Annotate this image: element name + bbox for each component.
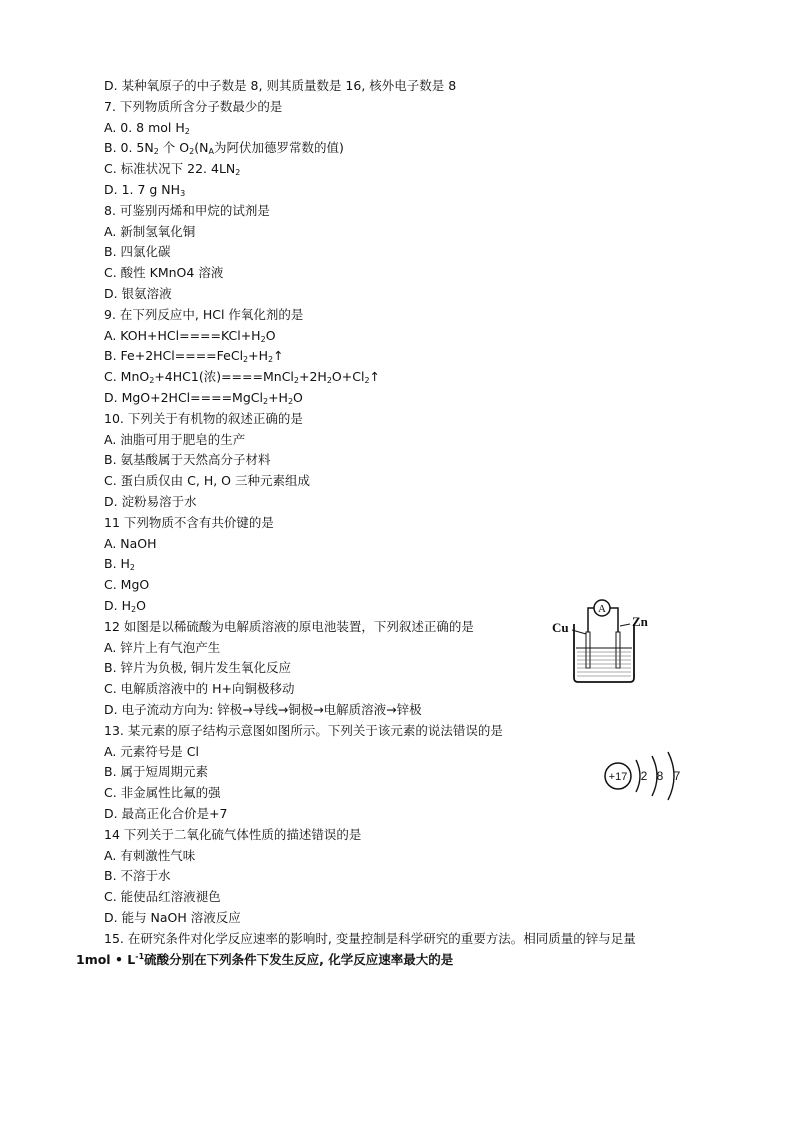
text-line: D. $MgO+2HCl====MgCl_2+H_2O$ (104, 390, 303, 406)
text-line: 7. 下列物质所含分子数最少的是 (104, 98, 283, 114)
text-line: B. 不溶于水 (104, 868, 171, 884)
galvanic-cell-diagram (548, 596, 658, 686)
text-line: B. 属于短周期元素 (104, 764, 209, 780)
text-line: D. $H_2O$ (104, 598, 146, 614)
text-line: 14 下列关于二氧化硫气体性质的描述错误的是 (104, 826, 362, 842)
text-line: C. 电解质溶液中的 H+向铜极移动 (104, 681, 295, 697)
atom-structure-diagram (598, 746, 690, 804)
text-line: C. 标准状况下 22. $4LN_2$ (104, 161, 241, 178)
text-line: B. 锌片为负极, 铜片发生氧化反应 (104, 660, 291, 676)
text-line: 12 如图是以稀硫酸为电解质溶液的原电池装置，下列叙述正确的是 (104, 618, 474, 634)
text-line: A. 元素符号是 Cl (104, 743, 199, 759)
text-line: B. $H_2$ (104, 556, 136, 573)
text-line: B. 氨基酸属于天然高分子材料 (104, 452, 271, 468)
text-line: 15. 在研究条件对化学反应速率的影响时, 变量控制是科学研究的重要方法。相同质量的锌与足量 (104, 930, 636, 946)
text-line: D. 淀粉易溶于水 (104, 494, 197, 509)
text-line: C. MgO (104, 577, 150, 593)
text-line: 1mol • $L^{-1}$硫酸分别在下列条件下发生反应, 化学反应速率最大的是 (76, 951, 454, 967)
text-line: D. 某种氧原子的中子数是 8, 则其质量数是 16, 核外电子数是 8 (104, 78, 457, 93)
text-line: 9. 在下列反应中, HCl 作氧化剂的是 (104, 306, 304, 322)
text-line: 8. 可鉴别丙烯和甲烷的试剂是 (104, 202, 270, 218)
text-line: B. 0. $5N_2$ 个 $O_2(N_A$为阿伏加德罗常数的值) (104, 140, 344, 157)
text-line: D. 最高正化合价是+7 (104, 806, 228, 821)
text-line: C. MnO$_2$+4HC1(浓)$====MnCl_2+2H_2O+Cl_2↑$ (104, 369, 381, 386)
text-line: A. 0. 8 mol $H_2$ (104, 119, 190, 136)
ammeter-label: A (598, 603, 606, 615)
text-line: C. 酸性 KMnO4 溶液 (104, 265, 224, 281)
shell-2-electrons: 8 (656, 769, 664, 783)
text-line: C. 蛋白质仅由 C, H, O 三种元素组成 (104, 473, 310, 489)
nucleus-charge: +17 (608, 771, 628, 783)
text-line: 11 下列物质不含有共价键的是 (104, 514, 274, 530)
text-line: D. 银氨溶液 (104, 286, 172, 301)
text-line: D. 能与 NaOH 溶液反应 (104, 910, 241, 925)
text-line: A. 有刺激性气味 (104, 847, 196, 863)
shell-1-electrons: 2 (640, 769, 648, 783)
copper-electrode-label: Cu (552, 620, 569, 635)
text-line: A. NaOH (104, 535, 157, 551)
text-line: A. $KOH+HCl====KCl+H_2O$ (104, 327, 276, 344)
text-line: 10. 下列关于有机物的叙述正确的是 (104, 410, 303, 426)
shell-3-electrons: 7 (673, 769, 681, 783)
text-line: B. $Fe+2HCl====FeCl_2+H_2↑$ (104, 348, 284, 365)
text-line: C. 能使品红溶液褪色 (104, 889, 221, 905)
text-line: C. 非金属性比氟的强 (104, 785, 221, 801)
text-line: A. 油脂可用于肥皂的生产 (104, 431, 246, 447)
zinc-electrode-label: Zn (632, 614, 648, 629)
text-line: A. 锌片上有气泡产生 (104, 639, 221, 655)
text-line: 13. 某元素的原子结构示意图如图所示。下列关于该元素的说法错误的是 (104, 722, 503, 738)
text-line: D. 电子流动方向为: 锌极→导线→铜极→电解质溶液→锌极 (104, 702, 422, 717)
text-line: D. 1. 7 g $NH_3$ (104, 182, 186, 198)
text-line: A. 新制氢氧化铜 (104, 223, 196, 239)
text-line: B. 四氯化碳 (104, 244, 171, 260)
